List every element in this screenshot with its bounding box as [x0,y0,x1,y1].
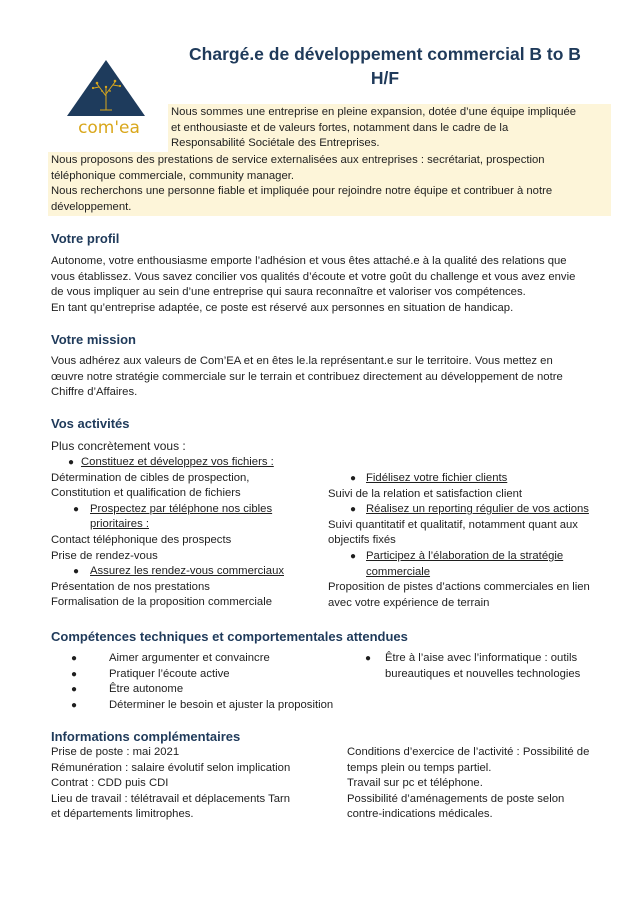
activity-item: Contact téléphonique des prospects [51,533,232,546]
comea-logo [64,58,170,148]
activity-heading: prioritaires : [90,518,150,531]
infos-section [51,729,240,745]
intro-line: développement. [51,200,132,213]
bullet-icon: ● [67,457,75,468]
competence-text: Déterminer le besoin et ajuster la proposition [109,698,334,711]
info-line: Lieu de travail : télétravail et déplacements Tarn [51,792,291,805]
info-line: Prise de poste : mai 2021 [51,746,180,758]
activity-heading: Réalisez un reporting régulier de vos actions [366,503,589,516]
activites-right [328,471,613,611]
bullet-icon: ● [349,473,357,484]
infos-left [51,745,341,823]
profil-line: Autonome, votre enthousiasme emporte l’adhésion et vous êtes attaché.e à la qualité des relations que [51,255,567,267]
profil-section [51,231,119,247]
activity-item: Suivi quantitatif et qualitatif, notamment quant aux [328,518,578,531]
intro-line: Nous proposons des prestations de service externalisées aux entreprises : secrétariat, prospection [51,154,545,166]
bullet-icon: ● [71,699,78,711]
activity-heading-wrap [81,502,272,533]
infos-heading: Informations complémentaires [51,729,241,744]
mission-text [51,354,611,401]
info-line: Conditions d’exercice de l’activité : Possibilité de [347,746,590,758]
mission-section [51,332,136,348]
info-line: Possibilité d’aménagements de poste selon [347,792,565,805]
activity-heading: Assurez les rendez-vous commerciaux [90,565,284,578]
list-item [51,698,341,714]
intro-line: téléphonique commerciale, community manager. [51,169,295,182]
activity-heading: Fidélisez votre fichier clients [366,472,508,484]
list-item [51,455,331,471]
info-line: Rémunération : salaire évolutif selon implication [51,761,291,774]
infos-right [347,745,617,823]
activity-heading: Prospectez par téléphone nos cibles [90,502,273,515]
job-title-line1: Chargé.e de développement commercial B to B [189,44,581,64]
activity-item: Prise de rendez-vous [51,549,158,562]
competence-text: Être autonome [109,683,184,696]
info-line: Contrat : CDD puis CDI [51,777,169,790]
list-item [51,667,341,683]
info-line: et départements limitrophes. [51,808,194,821]
bullet-icon: ● [349,504,357,516]
activity-item: avec votre expérience de terrain [328,596,490,609]
mission-line: Chiffre d’Affaires. [51,386,138,399]
list-item [51,682,341,698]
info-line: Travail sur pc et téléphone. [347,777,483,790]
intro-line: Responsabilité Sociétale des Entreprises. [171,137,380,150]
intro-bottom [48,152,611,216]
activites-left [51,455,331,611]
activites-heading: Vos activités [51,416,130,431]
activity-item: objectifs fixés [328,534,396,547]
bullet-icon: ● [72,503,80,515]
list-item [328,471,613,487]
bullet-icon: ● [72,566,80,578]
activity-item: Constitution et qualification de fichiers [51,487,241,500]
competences-left [51,651,341,713]
profil-line: En tant qu’entreprise adaptée, ce poste est réservé aux personnes en situation de handicap. [51,301,514,314]
list-item [328,549,613,580]
competence-text: Pratiquer l’écoute active [109,667,230,680]
competences-right [365,651,615,682]
profil-line: vous établissez. Vous savez concilier vos qualités d’écoute et votre goût du challenge et vous avez envie [51,270,576,283]
bullet-icon: ● [71,668,78,680]
mission-line: Vous adhérez aux valeurs de Com’EA et en êtes le.la représentant.e sur le territoire. Vous mettez en [51,355,553,367]
competences-heading: Compétences techniques et comportementales attendues [51,629,408,644]
activity-item: Suivi de la relation et satisfaction client [328,487,523,500]
activity-heading: commerciale [366,565,431,578]
competence-line: bureautiques et nouvelles technologies [385,667,581,680]
bullet-icon: ● [71,653,78,664]
job-title-line2: H/F [370,68,400,88]
intro-line: Nous recherchons une personne fiable et impliquée pour rejoindre notre équipe et contribuer à notre [51,185,553,198]
intro-line: et enthousiaste et de valeurs fortes, notamment dans le cadre de la [171,121,509,134]
activity-item: Formalisation de la proposition commerciale [51,596,273,609]
activity-item: Présentation de nos prestations [51,580,210,593]
list-item [328,502,613,518]
info-line: contre-indications médicales. [347,808,493,821]
list-item [51,651,341,667]
activity-heading-wrap [358,549,563,580]
list-item [51,502,331,533]
activity-item: Proposition de pistes d’actions commerciales en lien [328,581,590,594]
logo-wordmark: com'ea [78,118,140,138]
competence-line: Être à l’aise avec l’informatique : outils [385,652,578,664]
mission-heading: Votre mission [51,332,137,347]
intro-top [168,104,611,153]
bullet-icon: ● [349,550,357,562]
profil-line: de vous impliquer au sein d’une entreprise qui saura reconnaître et valoriser vos compétences. [51,286,526,299]
mission-line: œuvre notre stratégie commerciale sur le terrain et contribuez directement au développement de notre [51,370,563,383]
activity-item: Détermination de cibles de prospection, [51,471,250,484]
info-line: temps plein ou temps partiel. [347,761,492,774]
activites-intro: Plus concrètement vous : [51,439,186,453]
bullet-icon: ● [71,684,78,696]
activity-heading: Participez à l’élaboration de la stratégie [366,549,564,562]
competence-text [385,651,580,682]
competence-text: Aimer argumenter et convaincre [109,652,270,664]
intro-line: Nous sommes une entreprise en pleine expansion, dotée d’une équipe impliquée [171,106,577,118]
list-item [51,564,331,580]
profil-text [51,254,611,316]
activites-section [51,416,130,432]
bullet-icon: ● [365,653,372,664]
competences-section [51,629,408,645]
job-title [170,42,600,90]
activity-heading: Constituez et développez vos fichiers : [81,456,274,468]
profil-heading: Votre profil [51,231,120,246]
